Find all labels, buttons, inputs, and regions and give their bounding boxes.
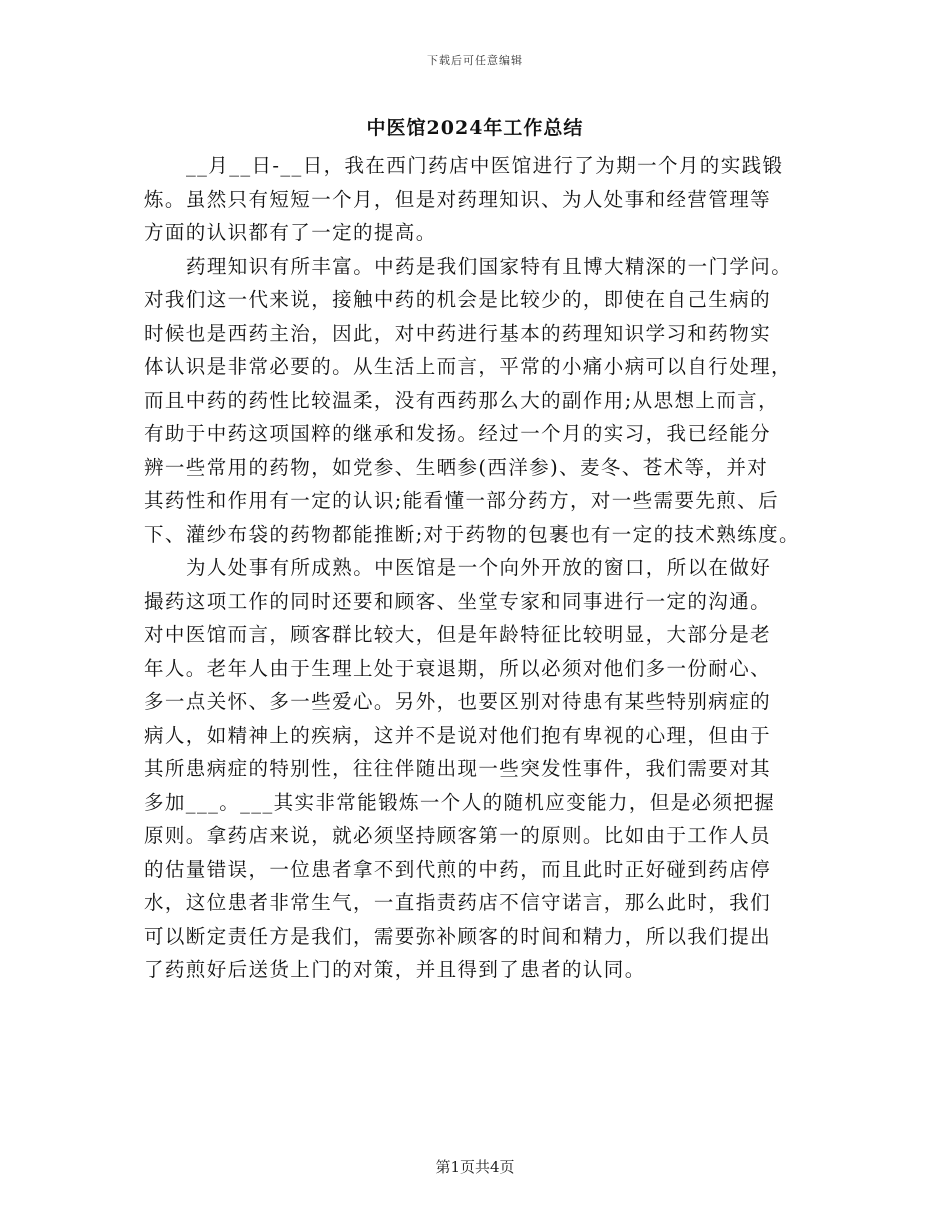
document-body bbox=[144, 149, 819, 987]
text-line: 方面的认识都有了一定的提高。 bbox=[144, 221, 437, 244]
text-line: 多一点关怀、多一些爱心。另外，也要区别对待患有某些特别病症的 bbox=[144, 690, 772, 713]
text-line: 其所患病症的特别性，往往伴随出现一些突发性事件，我们需要对其 bbox=[144, 757, 772, 780]
text-line: 水，这位患者非常生气，一直指责药店不信守诺言，那么此时，我们 bbox=[144, 891, 772, 914]
text-line: 下、灌纱布袋的药物都能推断;对于药物的包裹也有一定的技术熟练度。 bbox=[144, 522, 800, 546]
text-line: 药理知识有所丰富。中药是我们国家特有且博大精深的一门学问。 bbox=[186, 254, 793, 278]
paragraph-3 bbox=[144, 551, 819, 987]
text-line: 年人。老年人由于生理上处于衰退期，所以必须对他们多一份耐心、 bbox=[144, 656, 772, 680]
text-line: 多加___。___其实非常能锻炼一个人的随机应变能力，但是必须把握 bbox=[144, 790, 776, 814]
text-line: 为人处事有所成熟。中医馆是一个向外开放的窗口，所以在做好 bbox=[186, 556, 772, 579]
paragraph-2 bbox=[144, 250, 819, 552]
text-line: 病人，如精神上的疾病，这并不是说对他们抱有卑视的心理，但由于 bbox=[144, 723, 772, 747]
text-line: 可以断定责任方是我们，需要弥补顾客的时间和精力，所以我们提出 bbox=[144, 924, 772, 948]
text-line: 辨一些常用的药物，如党参、生晒参(西洋参)、麦冬、苍术等，并对 bbox=[144, 455, 769, 479]
text-line: __月__日-__日，我在西门药店中医馆进行了为期一个月的实践锻 bbox=[186, 154, 784, 177]
text-line: 了药煎好后送货上门的对策，并且得到了患者的认同。 bbox=[144, 958, 646, 981]
text-line: 炼。虽然只有短短一个月，但是对药理知识、为人处事和经营管理等 bbox=[144, 187, 772, 211]
page-footer: 第1页共4页 bbox=[435, 1158, 515, 1176]
text-line: 的估量错误，一位患者拿不到代煎的中药，而且此时正好碰到药店停 bbox=[144, 857, 772, 881]
text-line: 时候也是西药主治，因此，对中药进行基本的药理知识学习和药物实 bbox=[144, 321, 772, 345]
text-line: 体认识是非常必要的。从生活上而言，平常的小痛小病可以自行处理， bbox=[144, 355, 792, 378]
text-line: 对我们这一代来说，接触中药的机会是比较少的，即使在自己生病的 bbox=[144, 288, 772, 311]
text-line: 撮药这项工作的同时还要和顾客、坐堂专家和同事进行一定的沟通。 bbox=[144, 589, 772, 613]
document-title: 中医馆2024年工作总结 bbox=[366, 117, 584, 139]
paragraph-1 bbox=[144, 149, 819, 250]
text-line: 而且中药的药性比较温柔，没有西药那么大的副作用;从思想上而言， bbox=[144, 388, 779, 412]
text-line: 对中医馆而言，顾客群比较大，但是年龄特征比较明显，大部分是老 bbox=[144, 623, 772, 646]
text-line: 有助于中药这项国粹的继承和发扬。经过一个月的实习，我已经能分 bbox=[144, 422, 772, 445]
text-line: 原则。拿药店来说，就必须坚持顾客第一的原则。比如由于工作人员 bbox=[144, 824, 772, 847]
text-line: 其药性和作用有一定的认识;能看懂一部分药方，对一些需要先煎、后 bbox=[144, 489, 779, 512]
header-note: 下载后可任意编辑 bbox=[427, 54, 523, 67]
